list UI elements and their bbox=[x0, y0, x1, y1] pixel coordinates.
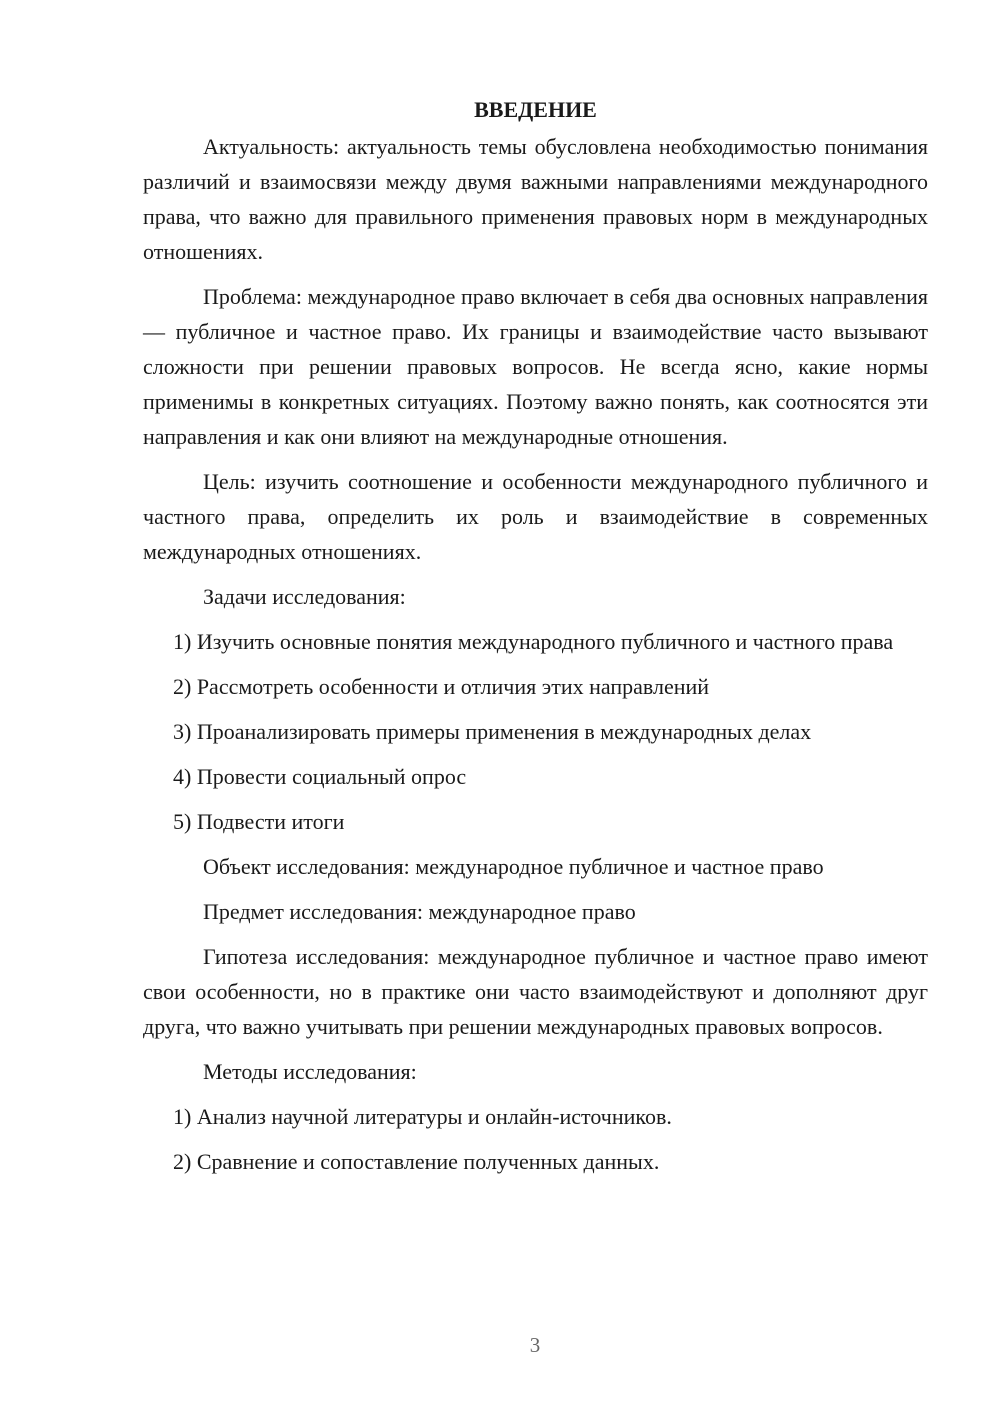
hypothesis-paragraph: Гипотеза исследования: международное публичное и частное право имеют свои особенности, но в практике они часто взаимодействуют и дополняют друг друга, что важно учитывать при решении международных правовых вопросов. bbox=[143, 944, 928, 1039]
method-item: 1) Анализ научной литературы и онлайн-источников. bbox=[173, 1104, 672, 1129]
relevance-paragraph: Актуальность: актуальность темы обусловлена необходимостью понимания различий и взаимосвязи между двумя важными направлениями международного права, что важно для правильного применения правовых норм в международных отношениях. bbox=[143, 134, 928, 264]
task-item: 2) Рассмотреть особенности и отличия этих направлений bbox=[173, 674, 710, 699]
task-item: 3) Проанализировать примеры применения в международных делах bbox=[173, 719, 812, 744]
goal-paragraph: Цель: изучить соотношение и особенности международного публичного и частного права, определить их роль и взаимодействие в современных международных отношениях. bbox=[143, 469, 928, 564]
task-item: 1) Изучить основные понятия международного публичного и частного права bbox=[173, 629, 894, 654]
section-heading: ВВЕДЕНИЕ bbox=[474, 97, 597, 122]
task-item: 5) Подвести итоги bbox=[173, 809, 345, 834]
problem-paragraph: Проблема: международное право включает в себя два основных направления — публичное и частное право. Их границы и взаимодействие часто вызывают сложности при решении правовых вопросов. Не всегда ясно, какие нормы применимы в конкретных ситуациях. Поэтому важно понять, как соотносятся эти направления и как они влияют на международные отношения. bbox=[143, 284, 928, 449]
object-paragraph: Объект исследования: международное публичное и частное право bbox=[203, 854, 824, 879]
task-item: 4) Провести социальный опрос bbox=[173, 764, 467, 789]
document-page bbox=[143, 92, 928, 1189]
methods-title: Методы исследования: bbox=[203, 1059, 417, 1084]
tasks-title: Задачи исследования: bbox=[203, 584, 406, 609]
method-item: 2) Сравнение и сопоставление полученных данных. bbox=[173, 1149, 660, 1174]
subject-paragraph: Предмет исследования: международное право bbox=[203, 899, 636, 924]
page-number: 3 bbox=[529, 1333, 541, 1357]
